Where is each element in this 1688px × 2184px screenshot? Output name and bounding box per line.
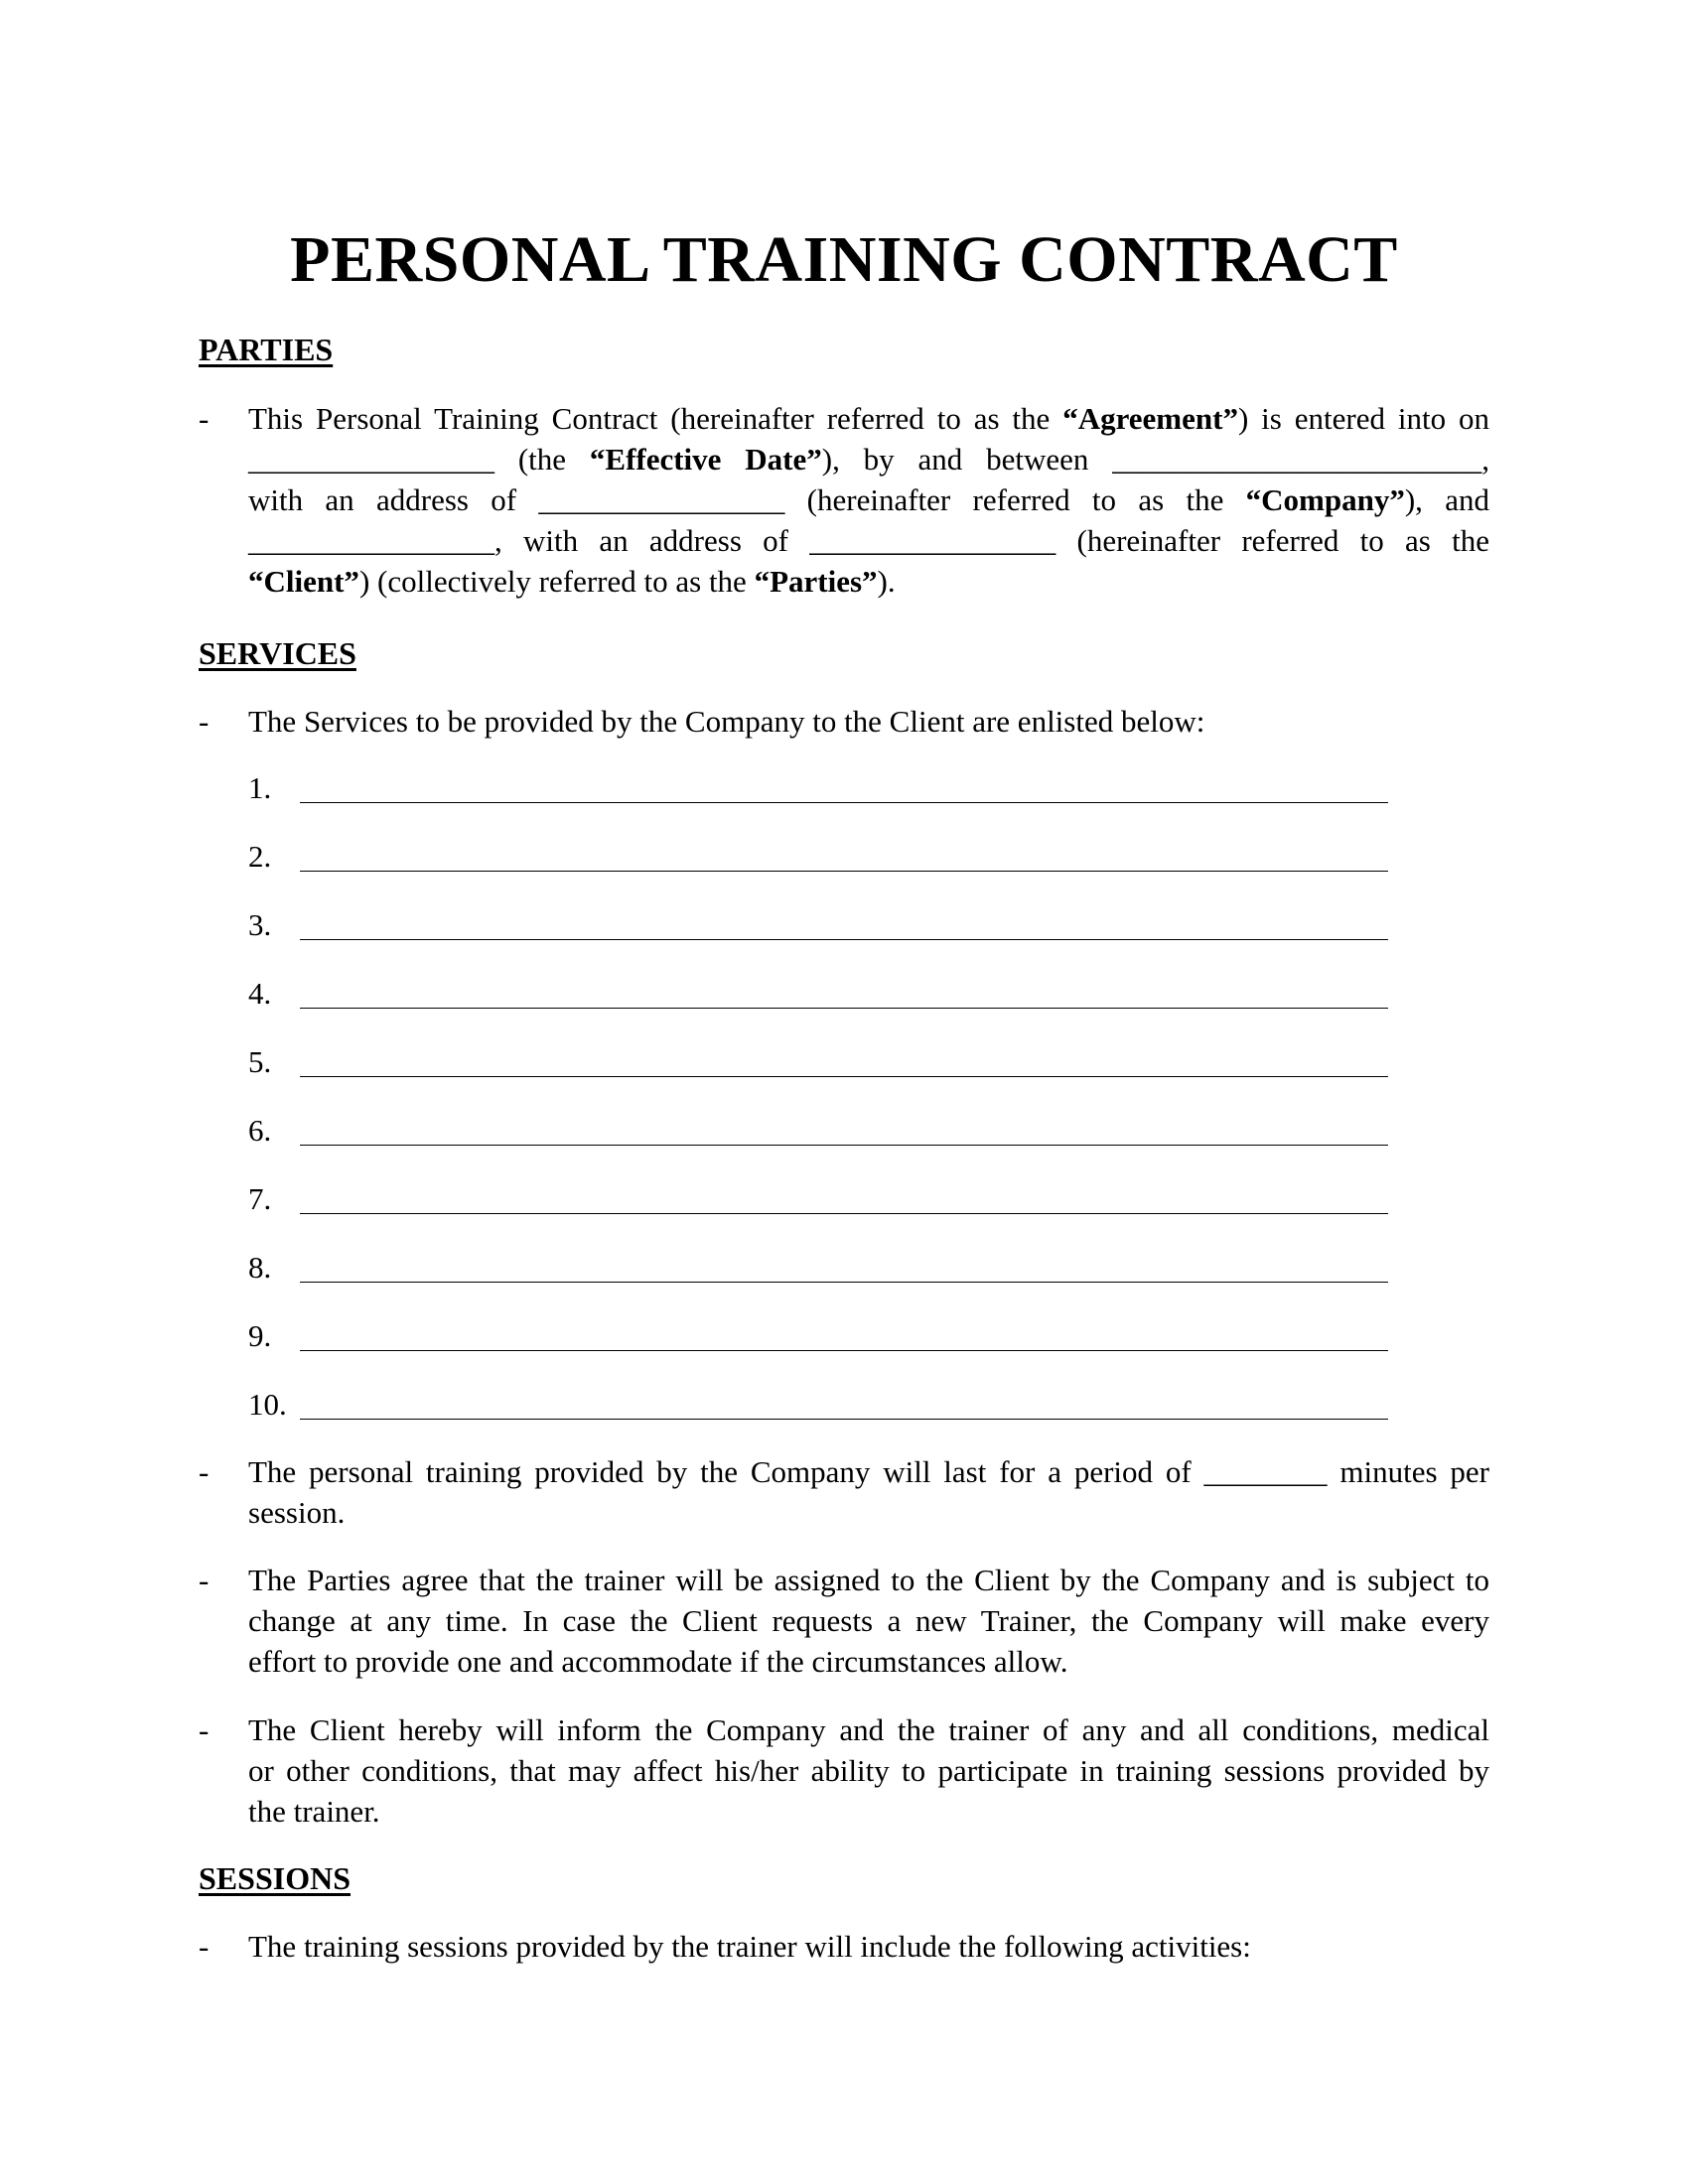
parties-line-1 [248, 398, 1489, 439]
service-item-blank[interactable] [300, 1419, 1388, 1420]
parties-text: ) (collectively referred to as the [358, 564, 755, 599]
term-agreement: “Agreement” [1062, 401, 1238, 436]
bullet-dash: - [199, 1929, 210, 1964]
parties-line-2 [248, 439, 1489, 479]
service-item-blank[interactable] [300, 1008, 1388, 1009]
term-effective-date: “Effective Date” [589, 442, 822, 477]
sessions-intro-paragraph [199, 1926, 1489, 1967]
bullet-dash: - [199, 401, 210, 436]
service-item-number: 2. [248, 839, 272, 874]
parties-text: ), and [1404, 482, 1489, 517]
company-name-blank[interactable]: ), by and between ________________________, [821, 442, 1489, 477]
term-parties: “Parties” [754, 564, 878, 599]
effective-date-blank[interactable]: ________________ (the [248, 442, 590, 477]
duration-line-2: session. [248, 1495, 346, 1530]
bullet-dash: - [199, 704, 210, 739]
service-item-blank[interactable] [300, 1213, 1388, 1214]
parties-paragraph [199, 398, 1489, 602]
service-item-number: 10. [248, 1387, 287, 1422]
service-item-blank[interactable] [300, 1282, 1388, 1283]
parties-text: This Personal Training Contract (hereinafter referred to as the [248, 401, 1063, 436]
service-item-blank[interactable] [300, 939, 1388, 940]
parties-text: ). [877, 564, 896, 599]
trainer-line-1: The Parties agree that the trainer will be assigned to the Client by the Company and is subject to [248, 1563, 1489, 1597]
trainer-line-2: change at any time. In case the Client requests a new Trainer, the Company will make every [248, 1603, 1489, 1638]
service-item-number: 7. [248, 1181, 272, 1216]
trainer-assignment-paragraph [199, 1560, 1489, 1682]
services-intro-paragraph [199, 701, 1489, 742]
session-duration-paragraph [199, 1451, 1489, 1533]
company-address-blank[interactable]: with an address of ________________ (hereinafter referred to as the [248, 482, 1246, 517]
service-item-number: 5. [248, 1044, 272, 1079]
service-item-number: 4. [248, 976, 272, 1011]
conditions-line-3: the trainer. [248, 1794, 380, 1829]
service-item-blank[interactable] [300, 1145, 1388, 1146]
client-conditions-paragraph [199, 1709, 1489, 1832]
parties-line-5 [248, 561, 1489, 602]
bullet-dash: - [199, 1563, 210, 1597]
parties-text: ) is entered into on [1237, 401, 1489, 436]
bullet-dash: - [199, 1712, 210, 1747]
conditions-line-1: The Client hereby will inform the Company and the trainer of any and all conditions, medical [248, 1712, 1489, 1747]
service-item-number: 6. [248, 1113, 272, 1148]
conditions-line-2: or other conditions, that may affect his/her ability to participate in training sessions provided by [248, 1753, 1489, 1788]
service-item-blank[interactable] [300, 871, 1388, 872]
section-heading-services: SERVICES [199, 635, 356, 671]
parties-line-3 [248, 479, 1489, 520]
section-heading-sessions: SESSIONS [199, 1860, 351, 1896]
services-intro: The Services to be provided by the Company to the Client are enlisted below: [248, 704, 1205, 739]
bullet-dash: - [199, 1454, 210, 1489]
service-item-number: 3. [248, 907, 272, 942]
section-heading-parties: PARTIES [199, 332, 334, 367]
sessions-intro: The training sessions provided by the trainer will include the following activities: [248, 1929, 1251, 1964]
service-item-number: 8. [248, 1250, 272, 1285]
term-company: “Company” [1245, 482, 1405, 517]
term-client: “Client” [248, 564, 359, 599]
service-item-number: 9. [248, 1318, 272, 1353]
parties-line-4[interactable]: ________________, with an address of ________________ (hereinafter referred to as the [248, 523, 1489, 558]
service-item-blank[interactable] [300, 802, 1388, 803]
service-item-blank[interactable] [300, 1076, 1388, 1077]
document-title: PERSONAL TRAINING CONTRACT [290, 223, 1398, 296]
duration-line-1[interactable]: The personal training provided by the Company will last for a period of ________ minutes per [248, 1454, 1489, 1489]
trainer-line-3: effort to provide one and accommodate if the circumstances allow. [248, 1644, 1068, 1679]
service-item-blank[interactable] [300, 1350, 1388, 1351]
service-item-number: 1. [248, 770, 272, 805]
